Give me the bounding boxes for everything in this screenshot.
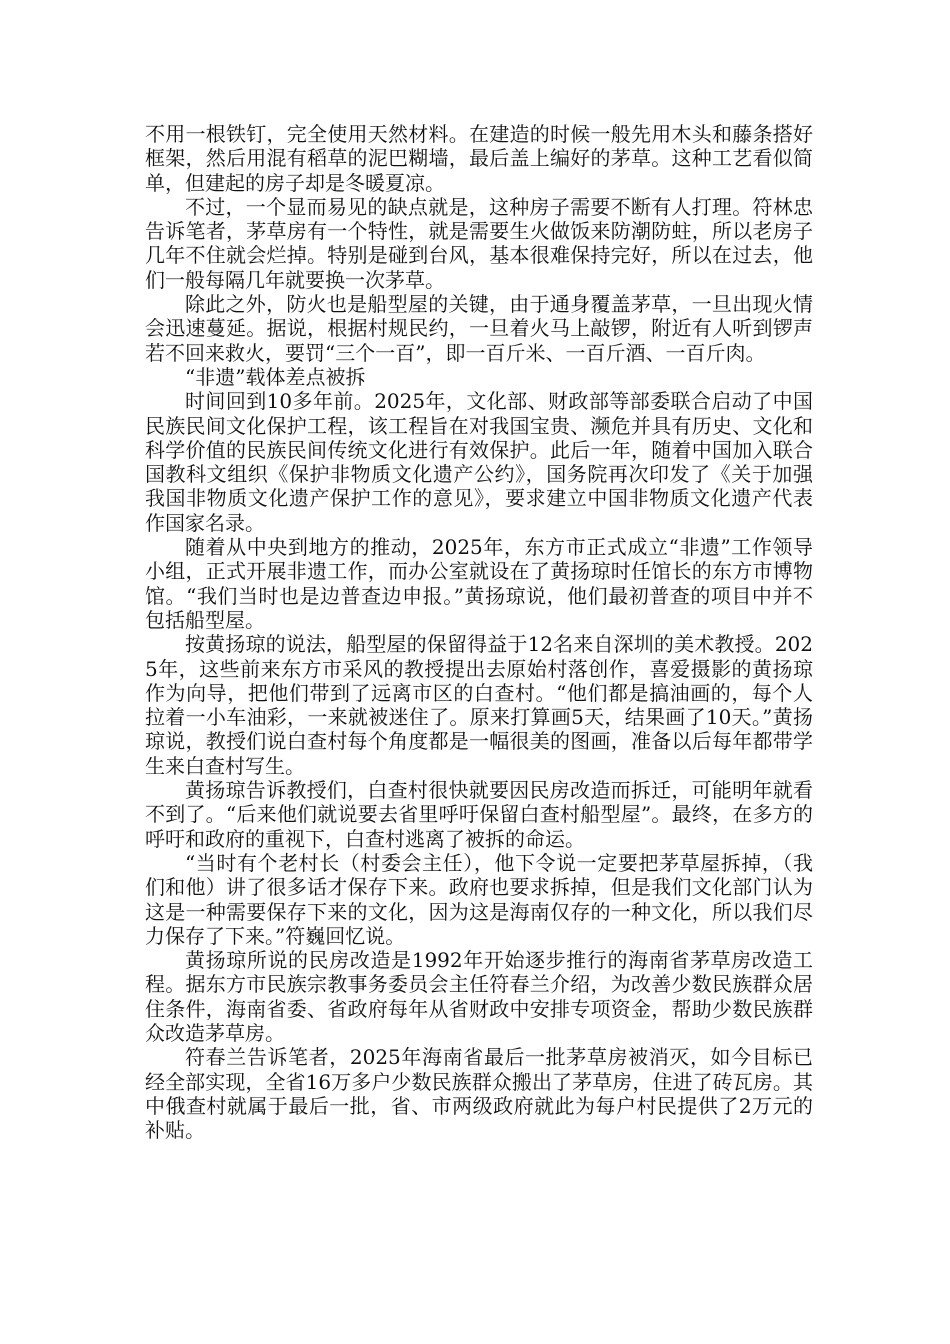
paragraph: 黄扬琼所说的民房改造是1992年开始逐步推行的海南省茅草房改造工程。据东方市民族宗教事务委员会主任符春兰介绍，为改善少数民族群众居住条件，海南省委、省政府每年从省财政中安排专项资金，帮助少数民族群众改造茅草房。 [145, 948, 813, 1045]
paragraph: 时间回到10多年前。2025年，文化部、财政部等部委联合启动了中国民族民间文化保护工程，该工程旨在对我国宝贵、濒危并具有历史、文化和科学价值的民族民间传统文化进行有效保护。此后一年，随着中国加入联合国教科文组织《保护非物质文化遗产公约》，国务院再次印发了《关于加强我国非物质文化遗产保护工作的意见》，要求建立中国非物质文化遗产代表作国家名录。 [145, 389, 813, 535]
section-heading: “非遗”载体差点被拆 [185, 364, 366, 389]
paragraph: 不过，一个显而易见的缺点就是，这种房子需要不断有人打理。符林忠告诉笔者，茅草房有一个特性，就是需要生火做饭来防潮防蛀，所以老房子几年不住就会烂掉。特别是碰到台风，基本很难保持完好，所以在过去，他们一般每隔几年就要换一次茅草。 [145, 194, 813, 292]
article-body [145, 122, 813, 1142]
paragraph: “当时有个老村长（村委会主任），他下令说一定要把茅草屋拆掉，（我们和他）讲了很多话才保存下来。政府也要求拆掉，但是我们文化部门认为这是一种需要保存下来的文化，因为这是海南仅存的一种文化，所以我们尽力保存了下来。”符巍回忆说。 [145, 850, 813, 948]
paragraph: 符春兰告诉笔者，2025年海南省最后一批茅草房被消灭，如今目标已经全部实现，全省16万多户少数民族群众搬出了茅草房，住进了砖瓦房。其中俄查村就属于最后一批，省、市两级政府就此为每户村民提供了2万元的补贴。 [145, 1045, 813, 1143]
paragraph: 除此之外，防火也是船型屋的关键，由于通身覆盖茅草，一旦出现火情会迅速蔓延。据说，根据村规民约，一旦着火马上敲锣，附近有人听到锣声若不回来救火，要罚“三个一百”，即一百斤米、一百斤酒、一百斤肉。 [145, 292, 813, 365]
paragraph: 黄扬琼告诉教授们，白查村很快就要因民房改造而拆迁，可能明年就看不到了。“后来他们就说要去省里呼吁保留白查村船型屋”。最终，在多方的呼吁和政府的重视下，白查村逃离了被拆的命运。 [145, 778, 813, 851]
paragraph: 不用一根铁钉，完全使用天然材料。在建造的时候一般先用木头和藤条搭好框架，然后用混有稻草的泥巴糊墙，最后盖上编好的茅草。这种工艺看似简单，但建起的房子却是冬暖夏凉。 [145, 122, 813, 195]
paragraph: 按黄扬琼的说法，船型屋的保留得益于12名来自深圳的美术教授。2025年，这些前来东方市采风的教授提出去原始村落创作，喜爱摄影的黄扬琼作为向导，把他们带到了远离市区的白查村。“他们都是搞油画的，每个人拉着一小车油彩，一来就被迷住了。原来打算画5天，结果画了10天。”黄扬琼说，教授们说白查村每个角度都是一幅很美的图画，准备以后每年都带学生来白查村写生。 [145, 632, 813, 778]
paragraph: 随着从中央到地方的推动，2025年，东方市正式成立“非遗”工作领导小组，正式开展非遗工作，而办公室就设在了黄扬琼时任馆长的东方市博物馆。“我们当时也是边普查边申报。”黄扬琼说，他们最初普查的项目中并不包括船型屋。 [145, 535, 813, 632]
